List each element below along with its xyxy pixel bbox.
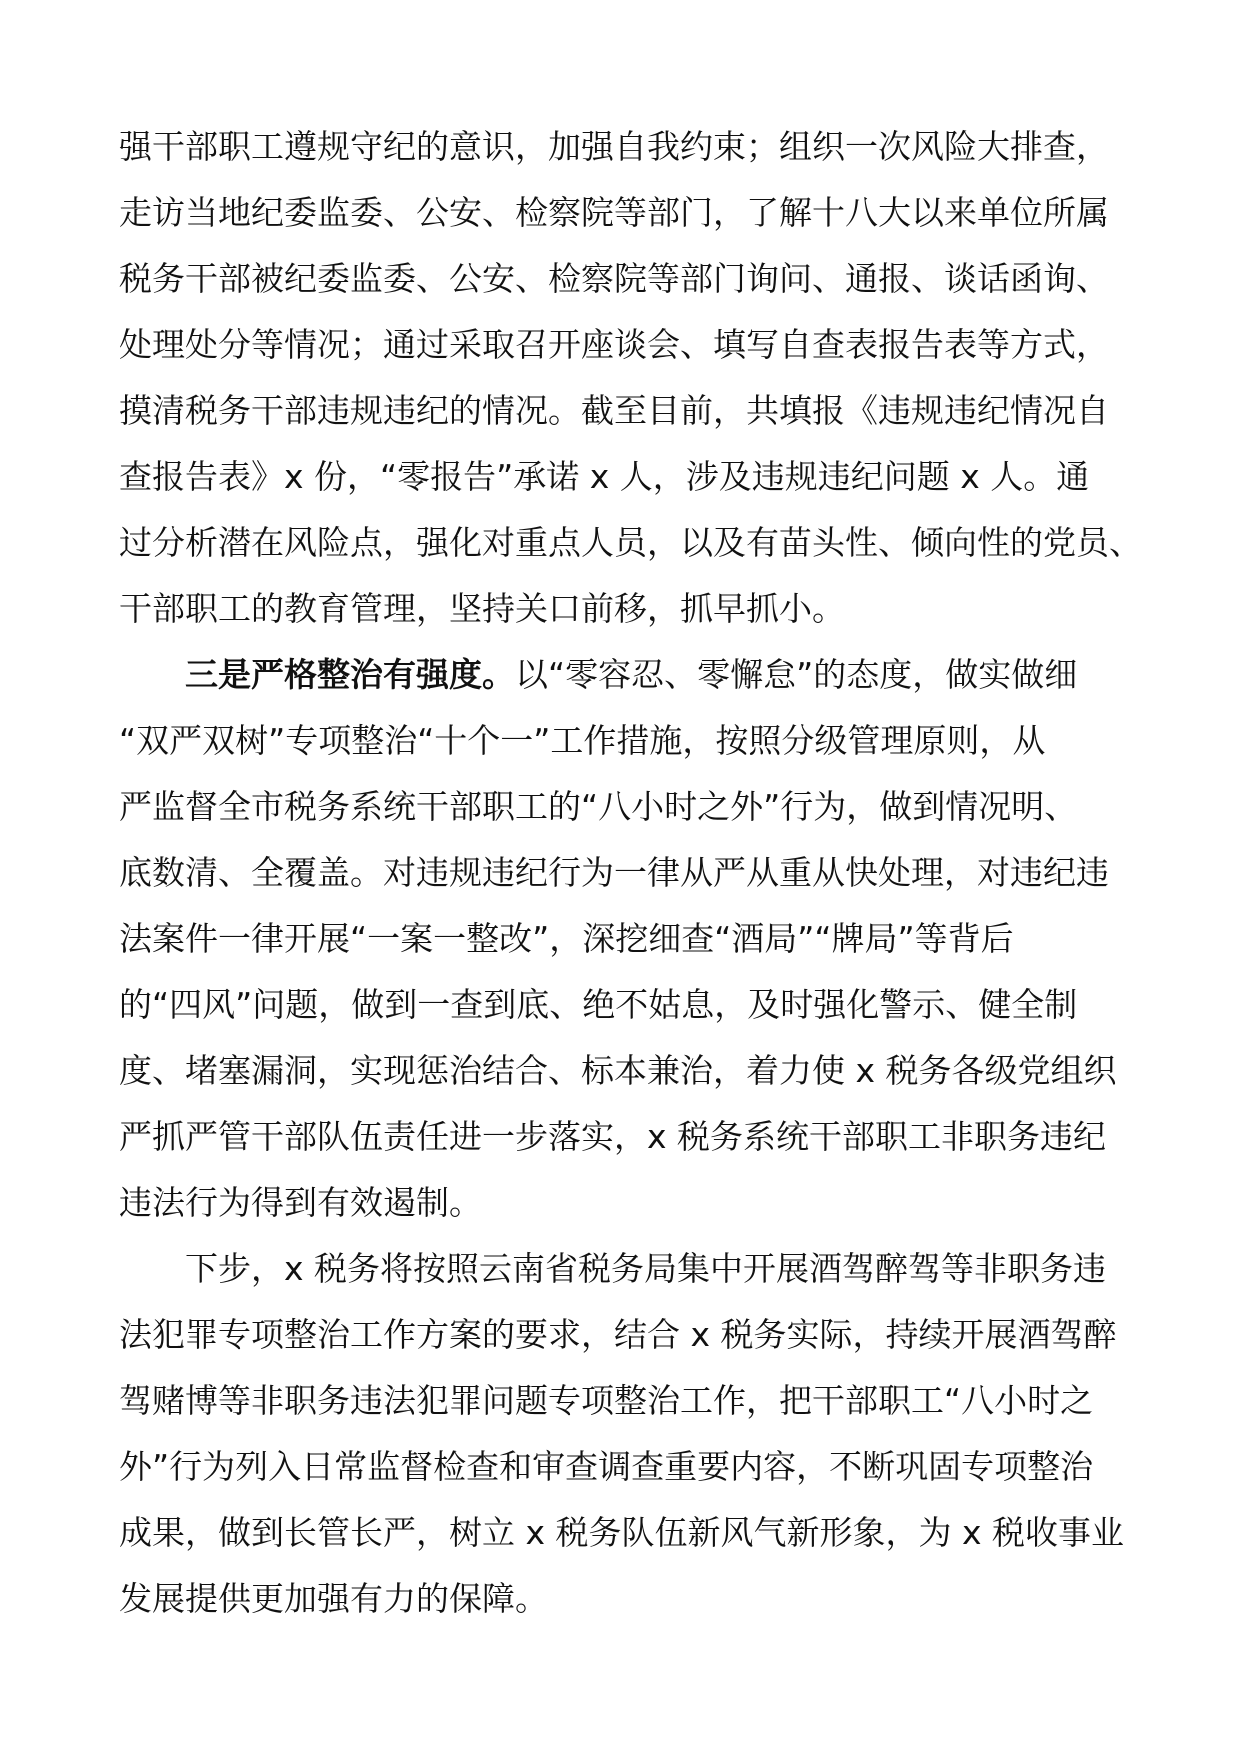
text-line: 发展提供更加强有力的保障。 bbox=[119, 1579, 548, 1618]
text-line: 走访当地纪委监委、公安、检察院等部门，了解十八大以来单位所属 bbox=[119, 193, 1109, 232]
text-line: 税务干部被纪委监委、公安、检察院等部门询问、通报、谈话函询、 bbox=[119, 259, 1109, 298]
text-line: 处理处分等情况；通过采取召开座谈会、填写自查表报告表等方式， bbox=[119, 325, 1109, 364]
paragraph-heading: 三是严格整治有强度。 bbox=[185, 655, 515, 694]
text-line: 摸清税务干部违规违纪的情况。截至目前，共填报《违规违纪情况自 bbox=[119, 391, 1109, 430]
paragraph-strict-rectification bbox=[119, 642, 1129, 1236]
text-line: 成果，做到长管长严，树立 x 税务队伍新风气新形象，为 x 税收事业 bbox=[119, 1513, 1125, 1552]
paragraph-next-steps bbox=[119, 1236, 1129, 1632]
text-line: 驾赌博等非职务违法犯罪问题专项整治工作，把干部职工“八小时之 bbox=[119, 1381, 1094, 1420]
text-line: 过分析潜在风险点，强化对重点人员，以及有苗头性、倾向性的党员、 bbox=[119, 523, 1142, 562]
paragraph-heading-continuation: 以“零容忍、零懈怠”的态度，做实做细 bbox=[515, 655, 1078, 694]
text-line-first: 下步，x 税务将按照云南省税务局集中开展酒驾醉驾等非职务违 bbox=[185, 1249, 1107, 1288]
text-line: 法案件一律开展“一案一整改”，深挖细查“酒局”“牌局”等背后 bbox=[119, 919, 1014, 958]
text-line: 的“四风”问题，做到一查到底、绝不姑息，及时强化警示、健全制 bbox=[119, 985, 1078, 1024]
text-line: 查报告表》x 份，“零报告”承诺 x 人，涉及违规违纪问题 x 人。通 bbox=[119, 457, 1090, 496]
text-line: 度、堵塞漏洞，实现惩治结合、标本兼治，着力使 x 税务各级党组织 bbox=[119, 1051, 1117, 1090]
text-line: 严监督全市税务系统干部职工的“八小时之外”行为，做到情况明、 bbox=[119, 787, 1078, 826]
text-line: 违法行为得到有效遏制。 bbox=[119, 1183, 482, 1222]
text-line: “双严双树”专项整治“十个一”工作措施，按照分级管理原则，从 bbox=[119, 721, 1046, 760]
text-line: 强干部职工遵规守纪的意识，加强自我约束；组织一次风险大排查， bbox=[119, 127, 1109, 166]
text-line: 法犯罪专项整治工作方案的要求，结合 x 税务实际，持续开展酒驾醉 bbox=[119, 1315, 1117, 1354]
text-line: 严抓严管干部队伍责任进一步落实，x 税务系统干部职工非职务违纪 bbox=[119, 1117, 1107, 1156]
text-line: 干部职工的教育管理，坚持关口前移，抓早抓小。 bbox=[119, 589, 845, 628]
paragraph-risk-investigation bbox=[119, 114, 1142, 642]
text-line: 底数清、全覆盖。对违规违纪行为一律从严从重从快处理，对违纪违 bbox=[119, 853, 1109, 892]
text-line: 外”行为列入日常监督检查和审查调查重要内容，不断巩固专项整治 bbox=[119, 1447, 1094, 1486]
document-body bbox=[119, 114, 1142, 1632]
text-line-first bbox=[119, 642, 1129, 708]
